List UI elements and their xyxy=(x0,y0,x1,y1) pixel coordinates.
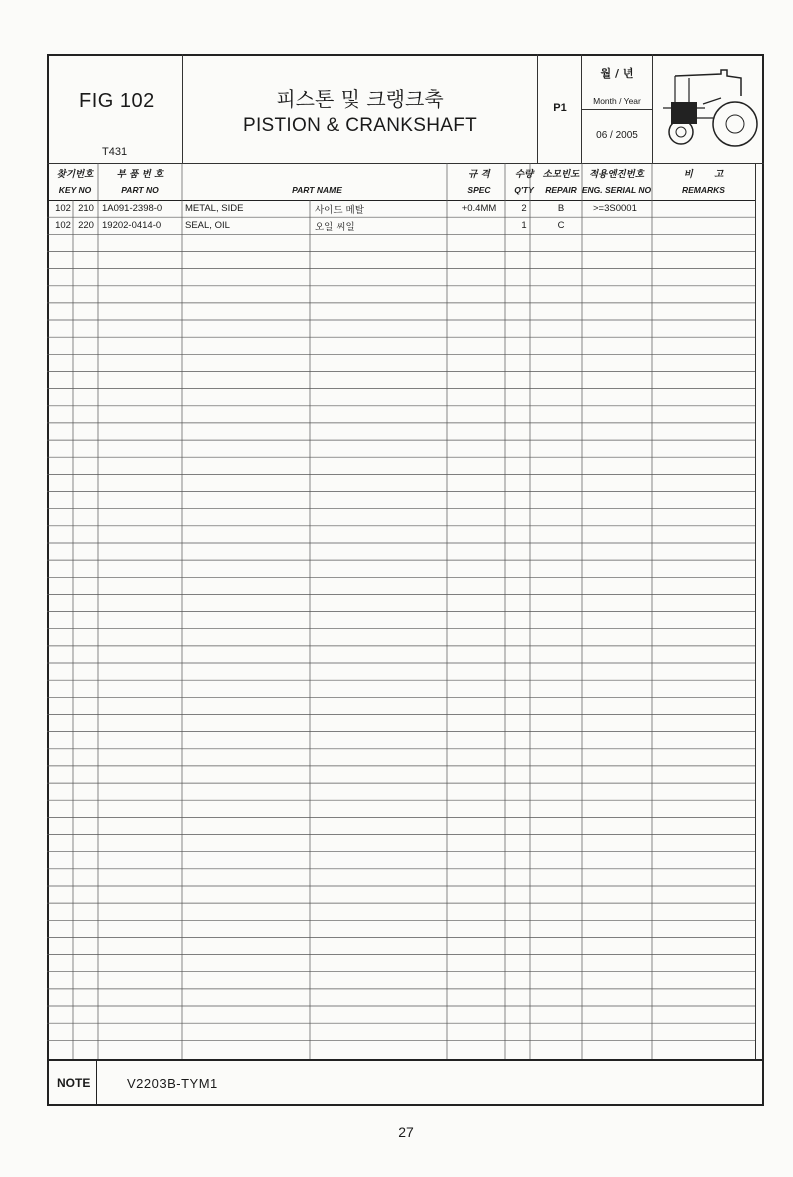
row2-part-no: 19202-0414-0 xyxy=(102,220,162,231)
col-qty-ko: 수량 xyxy=(514,169,534,180)
col-qty-en: Q'TY xyxy=(514,185,534,195)
col-part-no-en: PART NO xyxy=(121,185,159,195)
note-divider xyxy=(96,1059,97,1106)
fig-number: FIG 102 xyxy=(79,90,155,112)
title-korean: 피스톤 및 크랭크축 xyxy=(276,87,444,111)
col-serial-en: ENG. SERIAL NO xyxy=(581,185,652,195)
row1-name-en: METAL, SIDE xyxy=(185,203,244,214)
col-remarks-ko: 비 고 xyxy=(683,169,724,180)
page-code: P1 xyxy=(553,102,567,114)
title-english: PISTION & CRANKSHAFT xyxy=(242,115,478,136)
row2-name-en: SEAL, OIL xyxy=(185,220,230,231)
row1-repair: B xyxy=(557,203,565,214)
revision-date: 06 / 2005 xyxy=(596,130,638,141)
row2-repair: C xyxy=(557,220,565,231)
col-key-no-en: KEY NO xyxy=(58,185,92,195)
month-year-label-ko: 월 / 년 xyxy=(600,67,634,80)
note-top-line xyxy=(47,1059,764,1061)
row1-key: 210 xyxy=(78,203,94,214)
row1-name-ko: 사이드 메탈 xyxy=(315,205,364,216)
month-year-label-en: Month / Year xyxy=(593,96,641,106)
col-part-no-ko: 부 품 번 호 xyxy=(116,169,164,180)
col-key-no-ko: 찾기번호 xyxy=(56,169,94,180)
row1-serial: >=3S0001 xyxy=(593,203,637,214)
row2-key: 220 xyxy=(78,220,94,231)
row2-qty: 1 xyxy=(521,220,527,231)
row1-part-no: 1A091-2398-0 xyxy=(102,203,163,214)
row2-name-ko: 오일 씨일 xyxy=(315,222,355,233)
col-repair-en: REPAIR xyxy=(545,185,577,195)
col-repair-ko: 소모빈도 xyxy=(542,169,580,180)
model-code: T431 xyxy=(102,146,128,158)
col-spec-en: SPEC xyxy=(467,185,491,195)
note-value: V2203B-TYM1 xyxy=(127,1076,218,1091)
col-part-name-en: PART NAME xyxy=(292,185,342,195)
col-remarks-en: REMARKS xyxy=(682,185,725,195)
row1-fig: 102 xyxy=(55,203,71,214)
col-spec-ko: 규 격 xyxy=(468,169,490,180)
row1-spec: +0.4MM xyxy=(461,203,497,214)
row1-qty: 2 xyxy=(521,203,527,214)
col-serial-ko: 적용엔진번호 xyxy=(588,169,645,180)
row2-fig: 102 xyxy=(55,220,71,231)
note-label: NOTE xyxy=(57,1076,91,1090)
page-number: 27 xyxy=(398,1124,414,1140)
